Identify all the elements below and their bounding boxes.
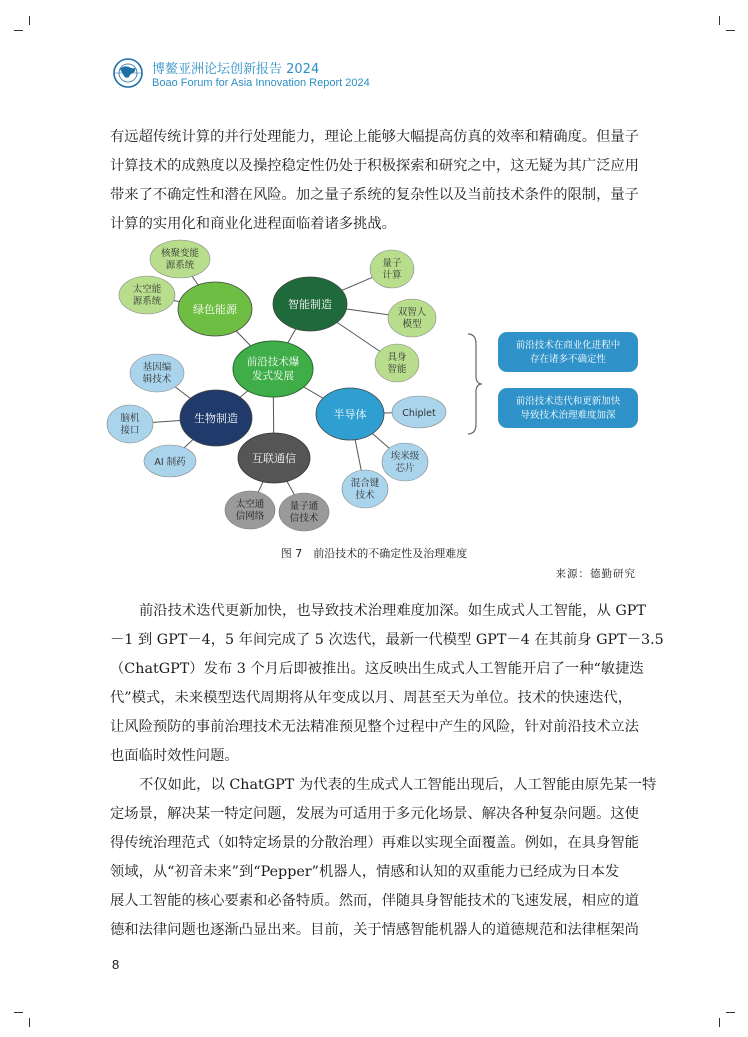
box-label: 导致技术治理难度加深 [520,410,616,421]
crop-mark-bl-h [14,1012,23,1013]
node-label: 模型 [402,319,422,330]
globe-logo-icon [112,57,144,89]
node-label: AI 制药 [154,457,186,468]
leaf-digital-twin [388,299,436,337]
leaf-nano-chip [382,443,428,481]
leaf-quantum-comm [279,493,329,531]
node-label: 智能制造 [288,298,332,311]
paragraph-line: 也面临时效性问题。 [110,748,239,764]
header-title-en: Boao Forum for Asia Innovation Report 2024 [152,77,370,89]
node-label: 脑机 [120,413,140,424]
node-label: 基因编 [142,362,172,373]
leaf-space-energy [119,276,175,314]
paragraph-line: 计算技术的成熟度以及操控稳定性仍处于积极探索和研究之中，这无疑为其广泛应用 [110,158,639,174]
node-label: 芯片 [395,463,415,474]
paragraph-line: 得传统治理范式（如特定场景的分散治理）再难以实现全面覆盖。例如，在具身智能 [110,835,639,851]
node-label: 量子 [382,258,402,269]
uncertainty-box [498,332,638,372]
figure-caption: 图 7 前沿技术的不确定性及治理难度 [280,547,468,560]
node-label: 接口 [120,425,140,436]
crop-mark-tr-v [719,16,720,25]
node-label: 半导体 [333,408,367,421]
paragraph-line: 前沿技术迭代更新加快，也导致技术治理难度加深。如生成式人工智能，从 GPT [139,603,646,619]
paragraph-line: 代”模式，未来模型迭代周期将从年变成以月、周甚至天为单位。技术的快速迭代， [110,690,632,706]
node-label: 辑技术 [142,374,172,385]
paragraph-line: （ChatGPT）发布 3 个月后即被推出。这反映出生成式人工智能开启了一种“敏捷迭 [110,661,644,677]
paragraph-line: 计算的实用化和商业化进程面临着诸多挑战。 [110,216,396,232]
leaf-bci [107,405,153,443]
node-label: Chiplet [402,408,436,419]
node-label: 技术 [355,490,375,501]
running-header [112,57,512,97]
box-label: 前沿技术在商业化进程中 [515,340,621,351]
paragraph-2 [110,597,664,771]
paragraph-line: 领域，从“初音未来”到“Pepper”机器人，情感和认知的双重能力已经成为日本发 [110,864,620,880]
crop-mark-br-v [719,1018,720,1027]
node-label: 量子通 [289,501,319,512]
hub-smart-manufacturing [273,277,347,331]
leaf-quantum-computing [370,250,414,288]
node-label: 发式发展 [252,370,294,382]
paragraph-line: 有远超传统计算的并行处理能力，理论上能够大幅提高仿真的效率和精确度。但量子 [110,129,639,145]
node-label: 信技术 [289,513,319,524]
leaf-hybrid-bonding [342,470,388,508]
node-label: 太空通 [235,499,265,510]
node-label: 计算 [382,270,402,281]
crop-mark-tl-v [29,16,30,25]
paragraph-line: 展人工智能的核心要素和必备特质。然而，伴随具身智能技术的飞速发展，相应的道 [110,893,639,909]
hub-semiconductor [316,388,384,440]
hub-bio-manufacturing [180,390,252,446]
leaf-gene-editing [130,354,184,392]
governance-difficulty-box [498,388,638,428]
paragraph-3 [110,771,657,945]
paragraph-line: 带来了不确定性和潜在风险。加之量子系统的复杂性以及当前技术条件的限制，量子 [110,187,639,203]
hub-interconnect [238,433,310,483]
node-label: 混合键 [350,478,380,489]
leaf-embodied-ai [375,344,419,382]
node-label: 核聚变能 [160,248,200,259]
brace-icon [468,334,482,434]
node-label: 具身 [387,352,407,363]
paragraph-1 [110,123,640,239]
box-label: 前沿技术迭代和更新加快 [515,396,621,407]
mind-map-figure [102,236,647,536]
crop-mark-tl-h [14,30,23,31]
leaf-chiplet [392,396,446,428]
figure-source: 来源：德勤研究 [555,568,636,580]
page-number: 8 [112,957,120,972]
paragraph-line: 让风险预防的事前治理技术无法精准预见整个过程中产生的风险，针对前沿技术立法 [110,719,639,735]
node-label: 智能 [387,364,407,375]
box-label: 存在诸多不确定性 [529,354,607,365]
paragraph-line: 不仅如此，以 ChatGPT 为代表的生成式人工智能出现后，人工智能由原先某一特 [139,777,657,793]
node-label: 双智人 [397,307,427,318]
node-label: 太空能 [132,284,162,295]
node-label: 互联通信 [252,452,296,465]
node-label: 信网络 [235,511,265,522]
paragraph-line: －1 到 GPT－4，5 年间完成了 5 次迭代，最新一代模型 GPT－4 在其前身 GPT－3.5 [110,632,664,648]
paragraph-line: 德和法律问题也逐渐凸显出来。目前，关于情感智能机器人的道德规范和法律框架尚 [110,922,639,938]
crop-mark-bl-v [29,1018,30,1027]
paragraph-line: 定场景，解决某一特定问题，发展为可适用于多元化场景、解决各种复杂问题。这使 [110,806,639,822]
crop-mark-br-h [726,1012,735,1013]
node-label: 源系统 [165,260,195,271]
node-label: 绿色能源 [193,303,237,316]
crop-mark-tr-h [726,30,735,31]
center-node [233,341,313,397]
leaf-nuclear-fusion [150,240,210,278]
leaf-ai-pharma [144,445,196,477]
leaf-space-comm [225,491,275,529]
node-label: 埃米级 [390,451,420,462]
node-label: 生物制造 [194,412,238,425]
node-label: 源系统 [132,296,162,307]
hub-green-energy [178,282,252,336]
node-label: 前沿技术爆 [246,356,300,368]
header-title-cn: 博鳌亚洲论坛创新报告 2024 [152,62,320,77]
